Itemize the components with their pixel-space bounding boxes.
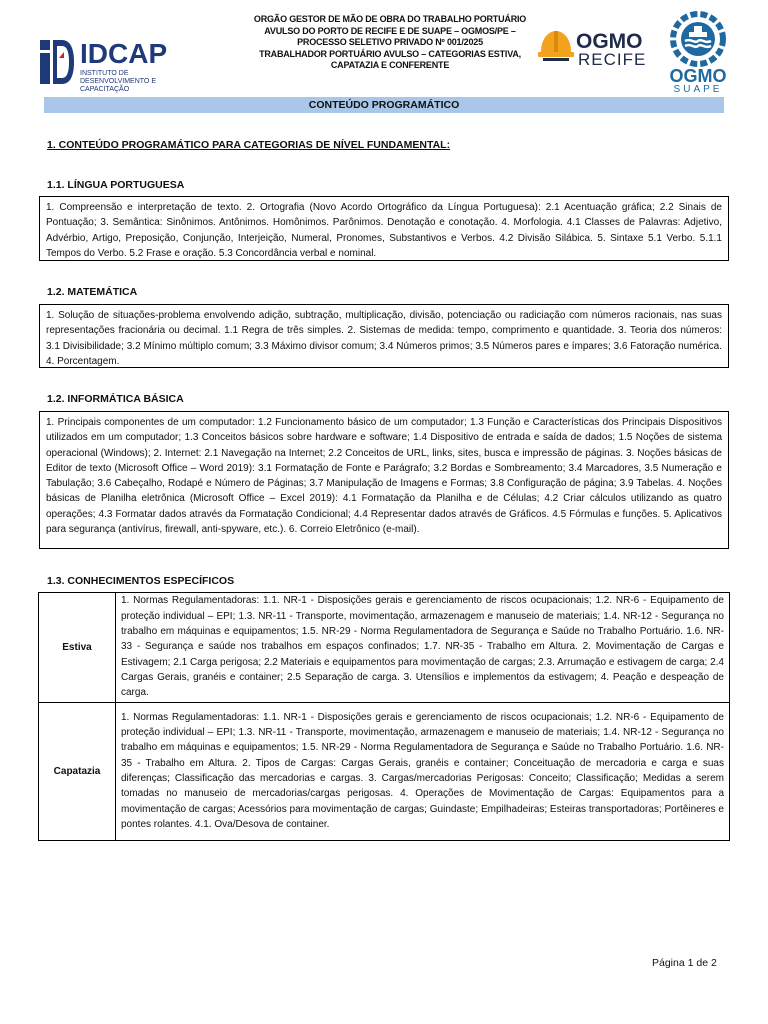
header-line: TRABALHADOR PORTUÁRIO AVULSO – CATEGORIAS ESTIVA, [259, 48, 521, 59]
content-cell: 1. Normas Regulamentadoras: 1.1. NR-1 - Disposições gerais e gerenciamento de riscos ocupacionais; 1.2. NR-6 - Equipamento de proteção individual – EPI; 1.3. NR-11 - Transporte, movimentação, armazenagem e manuseio de materiais; 1.4. NR-12 - Segurança no trabalho em máquinas e equipamentos; 1.5. NR-29 - Norma Regulamentadora de Segurança e Saúde no Trabalho Portuário. 1.6. NR-35 - Trabalho em Altura. 2. Tipos de Cargas: Cargas Gerais, granéis e container; Conceituação de mercadoria e carga e suas diferenças; Classificação das mercadorias e cargas. 3. Cargas/mercadorias Perigosas: Conceito; Classificação; Medidas a serem tomadas no manuseio de mercadorias/cargas perigosas. 4. Operações de Movimentação de Cargas: Equipamentos para a movimentação de cargas; Acessórios para movimentação de cargas; Guindaste; Empilhadeiras; Esteiras transportadoras; Portêineres e pontes rolantes. 4.1. Ova/Desova de container. [116, 703, 730, 841]
table-row [39, 593, 730, 703]
page-number: Página 1 de 2 [652, 957, 717, 969]
especificos-table [38, 592, 730, 841]
header-line: PROCESSO SELETIVO PRIVADO Nº 001/2025 [297, 37, 483, 47]
ogmo-suape-subtitle: SUAPE [673, 84, 723, 95]
ogmo-recife-logo [537, 24, 652, 74]
ogmo-recife-subtitle: RECIFE [578, 50, 647, 69]
informatica-box: 1. Principais componentes de um computador: 1.2 Funcionamento básico de um computador; 1.3 Função e Características dos Principais Dispositivos utilizados em um computador; 1.3 Conceitos básicos sobre hardware e software; 1.4 Dispositivo de entrada e saída de dados; 1.5 Noções de sistema operacional (Windows); 2. Internet: 2.1 Navegação na Internet; 2.2 Conceitos de URL, links, sites, busca e impressão de páginas. 3. Noções básicas de Editor de texto (Microsoft Office – Word 2019): 3.1 Formatação de Fonte e Parágrafo; 3.2 Bordas e Sombreamento; 3.4 Marcadores, 3.5 Numeração e Tabulação; 3.6 Cabeçalho, Rodapé e Número de Páginas; 3.7 Manipulação de Imagens e Formas; 3.8 Configuração de página; 3.9 Tabelas. 4. Noções básicas de Planilha eletrônica (Microsoft Office – Excel 2019): 4.1 Formatação da Planilha e de Células; 4.2 Criar cálculos utilizando as quatro operações; 4.3 Formatar dados através da Formatação Condicional; 4.4 Representar dados através de Gráficos. 4.5 Fórmulas e funções. 5. Aplicativos para segurança (antivírus, firewall, anti-spyware, etc.). 6. Correio Eletrônico (e-mail). [39, 411, 729, 549]
ogmo-suape-title: OGMO [669, 66, 727, 86]
matematica-box: 1. Solução de situações-problema envolvendo adição, subtração, multiplicação, divisão, potenciação ou radiciação com números racionais, nas suas representações fracionária ou decimal. 1.1 Regra de três simples. 2. Sistemas de medida: tempo, comprimento e quantidade. 3. Teoria dos números: 3.1 Divisibilidade; 3.2 Mínimo múltiplo comum; 3.3 Máximo divisor comum; 3.4 Números primos; 3.5 Números pares e ímpares; 3.6 Fatoração numérica. 4. Porcentagem. [39, 304, 729, 368]
portugues-title: 1.1. LÍNGUA PORTUGUESA [47, 179, 185, 191]
header-line: CAPATAZIA E CONFERENTE [330, 60, 450, 70]
idcap-subtitle: INSTITUTO DE DESENVOLVIMENTO E CAPACITAÇÃO [80, 70, 156, 93]
ogmo-recife-title: OGMO [576, 30, 643, 53]
portugues-box: 1. Compreensão e interpretação de texto. 2. Ortografia (Novo Acordo Ortográfico da Língua Portuguesa): 2.1 Acentuação gráfica; 2.2 Sinais de Pontuação; 3. Semântica: Sinônimos. Antônimos. Homônimos. Parônimos. Denotação e conotação. 4. Morfologia. 4.1 Classes de Palavras: Adjetivo, Advérbio, Artigo, Preposição, Conjunção, Interjeição, Numeral, Pronomes, Substantivos e Verbos. 4.2 Divisão Silábica. 5. Sintaxe 5.1 Verbo. 5.1.1 Tempos do Verbo. 5.2 Frase e oração. 5.3 Concordância verbal e nominal. [39, 196, 729, 261]
idcap-brand: IDCAP [80, 38, 168, 69]
category-cell: Estiva [39, 593, 116, 703]
hard-hat-icon [537, 28, 575, 62]
especificos-title: 1.3. CONHECIMENTOS ESPECÍFICOS [47, 575, 235, 587]
idcap-logo [40, 40, 190, 96]
header-line: ORGÃO GESTOR DE MÃO DE OBRA DO TRABALHO PORTUÁRIO [253, 14, 527, 24]
idcap-logo-mark-icon [40, 40, 74, 84]
main-section-title: 1. CONTEÚDO PROGRAMÁTICO PARA CATEGORIAS DE NÍVEL FUNDAMENTAL: [47, 139, 451, 151]
content-banner: CONTEÚDO PROGRAMÁTICO [44, 97, 724, 113]
header-line: AVULSO DO PORTO DE RECIFE E DE SUAPE – OGMOS/PE – [264, 25, 516, 36]
informatica-title: 1.2. INFORMÁTICA BÁSICA [47, 393, 184, 405]
ship-wheel-icon [658, 10, 738, 68]
category-cell: Capatazia [39, 703, 116, 841]
table-row [39, 703, 730, 841]
ogmo-suape-logo [658, 10, 738, 98]
header-title-block [240, 14, 540, 72]
matematica-title: 1.2. MATEMÁTICA [47, 286, 138, 298]
document-header [0, 10, 768, 95]
content-cell: 1. Normas Regulamentadoras: 1.1. NR-1 - Disposições gerais e gerenciamento de riscos ocupacionais; 1.2. NR-6 - Equipamento de proteção individual – EPI; 1.3. NR-11 - Transporte, movimentação, armazenagem e manuseio de materiais; 1.4. NR-12 - Segurança no trabalho em máquinas e equipamentos; 1.5. NR-29 - Norma Regulamentadora de Segurança e Saúde no Trabalho Portuário. 1.6. NR-33 - Segurança e saúde nos trabalhos em espaços confinados; 1.7. NR-35 - Trabalho em Altura. 2. Movimentação de Cargas e Estivagem; 2.1 Carga perigosa; 2.2 Materiais e equipamentos para movimentação de cargas; 2.3. Arrumação e estivagem de carga; 2.4 Cargas Gerais, granéis e container; 2.5 Separação de carga. 3. Utensílios e implementos da estivagem; 4. Peação e despeação de carga. [116, 593, 730, 703]
